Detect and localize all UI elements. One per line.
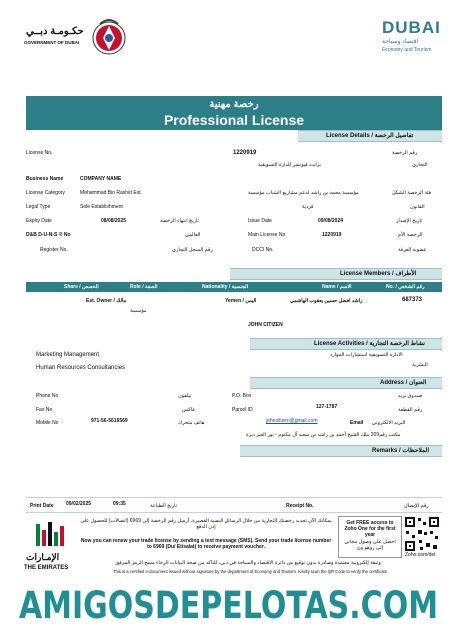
expiry-date-value: 08/08/2025 — [101, 218, 127, 224]
certificate-note-english: This is a certified e-document issued without signature by the department of Economy and Tourism. Kindly scan the QR Code to verify the certificate — [112, 569, 388, 574]
member-number: 687373 — [402, 297, 423, 303]
mobile-label: Mobile No — [36, 420, 59, 426]
members-table-header — [26, 282, 442, 292]
mobile-value: 971-56-5616569 — [91, 418, 128, 424]
phone-label: Phone No — [36, 393, 59, 399]
license-activities-header — [250, 338, 442, 350]
activity-arabic: الادارة التسويقية استشارات الموارد — [330, 352, 403, 358]
license-members-header — [230, 268, 442, 280]
emirates-arabic: الإمـارات — [26, 552, 60, 562]
office-address-arabic: مكتب رقم209 ملك الشيخ أحمد بن راشد بن سعيد آل مكتوم - بور العنز ديرة — [246, 432, 401, 438]
email-link[interactable]: johncitizen@gmail.com — [266, 418, 318, 424]
title-english: Professional License — [163, 112, 305, 128]
print-time-value: 09:35 — [113, 501, 126, 507]
det-arabic-text: اقتصاد وسياحة — [382, 39, 419, 45]
category-arabic-label: فئة الرخصة الشكل — [392, 190, 432, 196]
emirates-english: THE EMIRATES — [24, 565, 69, 571]
print-date-label: Print Date — [30, 503, 54, 509]
license-details-heading: License Details / تفاصيل الرخصة — [326, 133, 414, 139]
zoho-line-3: year — [364, 532, 376, 538]
pobox-label: P.O. Box — [232, 393, 252, 399]
fax-arabic: فاكس — [182, 407, 195, 413]
parcel-label: Parcel ID — [232, 407, 253, 413]
sms-renewal-arabic: بمكانك الآن تجديد رخصتك التجارية من خلال الرسائل النصية القصيرة، أرسل رقم الرخصة إلى 6969 (اتصالات) للحصول على إذن الدفع — [80, 518, 332, 530]
print-date-value: 09/02/2025 — [66, 501, 92, 507]
sms-renewal-english: Now you can renew your trade license by sending a text message (SMS). Send your trade license number to 6969 (Du/ Etisalat) to receive payment voucher. — [80, 538, 332, 550]
main-license-value: 1220919 — [322, 232, 342, 238]
col-role: Role / الصفة — [130, 284, 158, 290]
qr-code-icon[interactable] — [404, 516, 440, 552]
member-name-english: JOHN CITIZEN — [248, 322, 283, 328]
register-no-arabic: رقم السجل التجاري — [172, 247, 213, 253]
det-logo — [378, 18, 440, 58]
business-name-label: Business Name — [26, 176, 64, 182]
zoho-line-1: Get FREE access to — [346, 520, 394, 526]
parcel-value: 127-1787 — [316, 404, 338, 410]
address-heading: Address / العنوان — [380, 380, 427, 386]
title-arabic: رخصة مهنية — [209, 99, 259, 110]
register-no-label: Register No. — [40, 247, 68, 253]
zoho-line-2: Zoho One for the first — [344, 526, 396, 532]
legal-type-arabic-label: القانون — [410, 204, 425, 210]
mobile-arabic: هاتف متحرك — [178, 420, 205, 426]
legal-type-label: Legal Type — [26, 204, 51, 210]
government-logo — [20, 26, 90, 48]
certificate-note-arabic: وثيقة إلكترونية معتمدة وصادرة بدون توقيع من دائرة الاقتصاد والسياحة في دبي، للتأكد من صحة البيانات الرجاء مسح الرمز المرفق — [115, 560, 381, 566]
gov-english-text: GOVERNMENT OF DUBAI — [24, 40, 80, 45]
print-row-top-rule — [26, 497, 442, 498]
det-english-text: Economy and Tourism — [382, 47, 432, 53]
member-name-arabic: راشد افضل حسين يعقوب الهاشمي — [290, 298, 363, 304]
parcel-arabic: رقم القطعة — [398, 407, 423, 413]
category-arabic-value: مؤسسة محمد بن راشد لدعم مشاريع الشباب مؤسسة — [248, 190, 359, 196]
duns-label: D&B D-U-N-S ® No — [26, 232, 71, 238]
dcci-no-arabic: عضوية الغرفة — [398, 247, 427, 253]
activity-item: Marketing Management — [36, 352, 100, 358]
email-arabic: البريد الالكتروني — [372, 420, 406, 426]
license-details-header — [298, 130, 442, 142]
business-name-value: COMPANY NAME — [80, 176, 122, 182]
member-nationality: Yemen / اليمن — [225, 298, 257, 304]
legal-type-value: Sole Establishment — [80, 204, 123, 210]
zoho-arabic: احصل على وصول مجاني إلى زوهو ون — [344, 539, 396, 551]
license-no-arabic: رقم الرخصة — [392, 150, 418, 156]
zoho-url[interactable]: Zoho.com/det — [405, 552, 436, 558]
member-role-2: مؤسسة — [130, 308, 147, 314]
dcci-no-label: DCCI No. — [252, 247, 274, 253]
category-label: License Category — [26, 190, 65, 196]
receipt-label: Receipt No. — [286, 503, 314, 509]
gov-arabic-text: حكـومـة دبــي — [26, 26, 84, 37]
legal-type-arabic-value: فردية — [302, 204, 314, 210]
address-header — [250, 377, 442, 389]
duns-arabic: العالمي — [185, 232, 201, 238]
remarks-heading: Remarks / الملاحظات — [372, 448, 430, 454]
dubai-logo-text: DUBAI — [382, 18, 441, 37]
remarks-header — [240, 445, 442, 457]
license-no-label: License No. — [26, 150, 53, 156]
watermark-text: AMIGOSDEPELOTAS.COM — [18, 584, 439, 628]
issue-date-value: 09/08/2024 — [318, 218, 344, 224]
trade-name-arabic-value: برايت فيوتشر للدارة التسويقية — [258, 162, 321, 168]
emirates-logo — [22, 520, 74, 580]
col-name: Name / الاسم — [322, 284, 352, 290]
col-number: No. / رقم الشخص — [386, 284, 425, 290]
email-label: Email — [350, 420, 364, 426]
phone-arabic: تيلفون — [178, 393, 192, 399]
print-row-bottom-rule — [26, 512, 442, 513]
category-value: Mohammad Bin Rashid Est. — [80, 190, 142, 196]
trade-name-arabic-label: التجاري — [412, 162, 428, 168]
pobox-arabic: صندوق بريد — [398, 393, 423, 399]
receipt-arabic: رقم الإيصال — [404, 503, 429, 509]
main-license-arabic: الرخصة الأم — [398, 232, 423, 238]
expiry-date-label: Expiry Date — [26, 218, 52, 224]
license-no-value: 1220919 — [233, 150, 257, 156]
dubai-emblem — [88, 14, 130, 58]
expiry-date-arabic: تاريخ انتهاء الرخصة — [160, 218, 199, 224]
col-share: Share / الحصص — [64, 284, 99, 290]
main-license-label: Main License No. — [248, 232, 287, 238]
member-role: Est. Owner / مالك — [86, 298, 127, 304]
zoho-promo-box[interactable] — [338, 516, 402, 558]
issue-date-label: Issue Date — [248, 218, 272, 224]
col-nationality: Nationality / الجنسية — [202, 284, 249, 290]
title-banner — [26, 96, 442, 130]
print-date-arabic: تاريخ الطباعة — [150, 503, 178, 509]
issue-date-arabic: تاريخ الإصدار — [396, 218, 423, 224]
license-activities-heading: License Activities / نشاط الرخصة التجارية — [314, 341, 425, 347]
license-members-heading: License Members / الأطراف — [340, 271, 417, 277]
activity-arabic: البشرية — [412, 362, 428, 368]
activity-item: Human Resources Consultancies — [36, 365, 126, 371]
fax-label: Fax No — [36, 407, 53, 413]
